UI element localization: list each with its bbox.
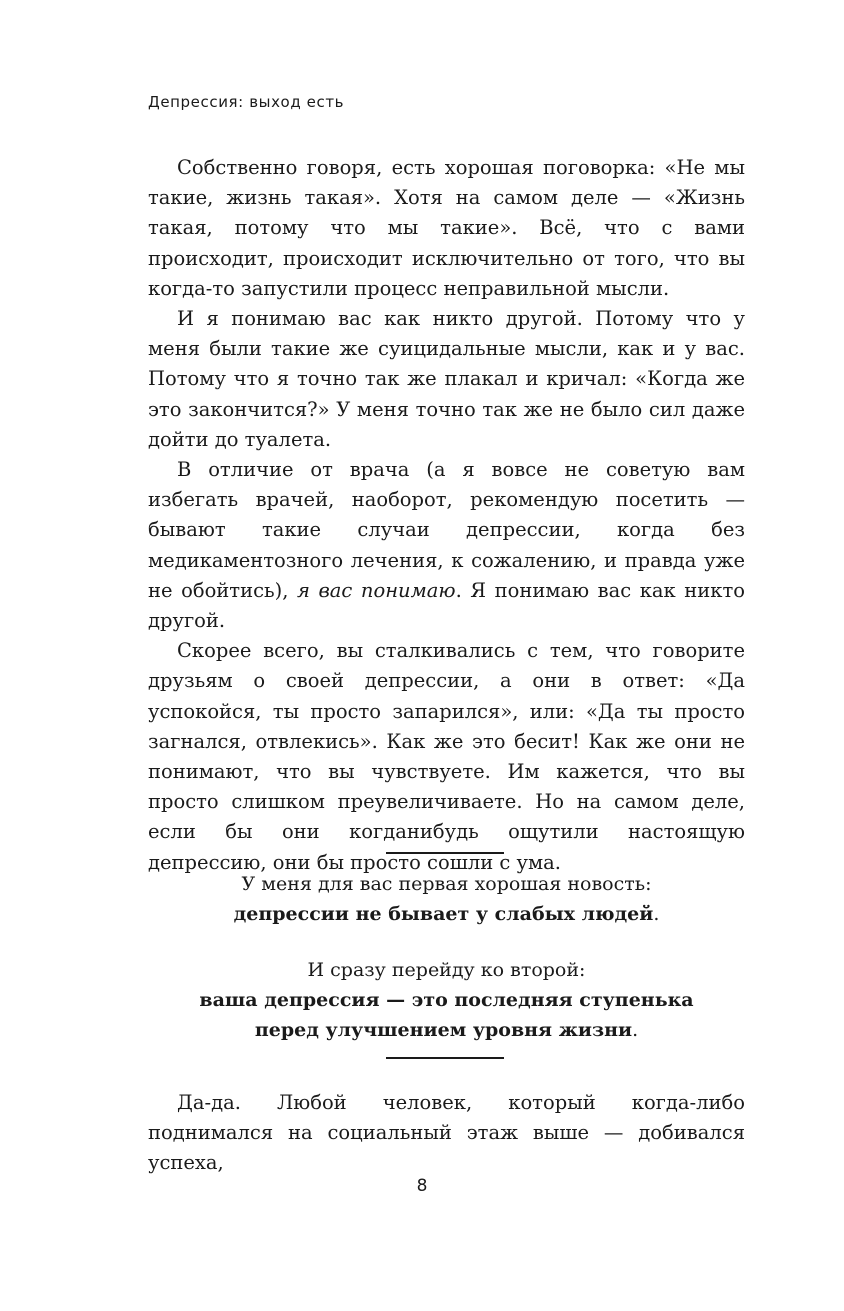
callout-intro: У меня для вас первая хорошая новость: bbox=[241, 873, 652, 895]
callout-punct: . bbox=[653, 903, 660, 926]
callout-bold: депрессии не бывает у слабых людей bbox=[233, 903, 654, 926]
paragraph-text: . Я понимаю вас как никто другой. bbox=[148, 578, 745, 633]
callout-first-news bbox=[148, 869, 745, 929]
paragraph: Скорее всего, вы сталкивались с тем, что говорите друзьям о своей депрессии, а они в ответ: «Да успокойся, ты просто запарился», или: «Да ты просто загнался, отвлекись». Как же это бесит! Как же они не понимают, что вы чувствуете. Им кажется, что вы просто слишком преувеличиваете. Но на самом деле, если бы они когданибудь ощутили настоящую депрессию, они бы просто сошли с ума. bbox=[148, 639, 745, 874]
continuation-text bbox=[148, 1088, 745, 1179]
paragraph: Собственно говоря, есть хорошая поговорка: «Не мы такие, жизнь такая». Хотя на самом деле — «Жизнь такая, потому что мы такие». Всё, что с вами происходит, происходит исключительно от того, что вы когда-то запустили процесс неправильной мысли. bbox=[148, 156, 745, 300]
running-head: Депрессия: выход есть bbox=[148, 93, 345, 111]
callout-statement bbox=[148, 1015, 745, 1045]
callout-second-news bbox=[148, 955, 745, 1046]
callout-bold: ваша депрессия — это последняя ступенька bbox=[199, 989, 694, 1012]
callout-intro: И сразу перейду ко второй: bbox=[307, 959, 586, 981]
paragraph: И я понимаю вас как никто другой. Потому что у меня были такие же суицидальные мысли, как и у вас. Потому что я точно так же плакал и кричал: «Когда же это закончится?» У меня точно так же не было сил даже дойти до туалета. bbox=[148, 307, 745, 451]
callout-divider-top bbox=[386, 852, 504, 854]
callout-bold: перед улучшением уровня жизни bbox=[254, 1019, 633, 1042]
callout-statement bbox=[148, 899, 745, 929]
callout-divider-bottom bbox=[386, 1057, 504, 1059]
callout-punct: . bbox=[632, 1019, 639, 1042]
page-number: 8 bbox=[416, 1176, 428, 1196]
main-text bbox=[148, 153, 745, 878]
paragraph bbox=[148, 455, 745, 636]
paragraph: Да-да. Любой человек, который когда-либо поднимался на социальный этаж выше — добивался успеха, bbox=[148, 1091, 745, 1175]
italic-emphasis: я вас понимаю bbox=[296, 578, 456, 602]
callout-statement bbox=[148, 985, 745, 1015]
paragraph-text: В отличие от врача (а я вовсе не советую вам избегать врачей, наоборот, рекомендую посетить — бывают такие случаи депрессии, когда без медикаментозного лечения, к сожалению, и правда уже не обойтись), bbox=[148, 458, 745, 602]
